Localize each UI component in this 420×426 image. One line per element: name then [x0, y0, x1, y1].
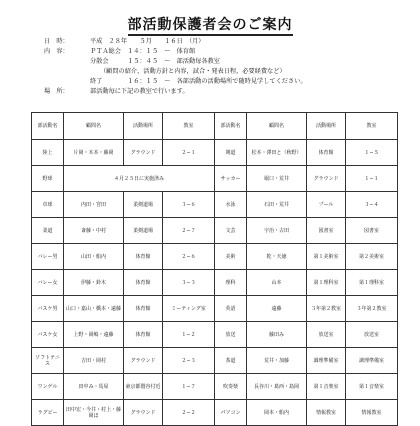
table-row — [32, 270, 398, 296]
date-value: 平成 ２８年 ５月 １６日 （月） — [90, 38, 205, 45]
advisor-name: 山口・嘉山・橋本・遠藤 — [64, 296, 124, 322]
activity-place: グラウンド — [124, 400, 163, 426]
table-row — [32, 348, 398, 374]
activity-place: ３年第２教室 — [307, 296, 346, 322]
classroom: ミーティング室 — [163, 296, 215, 322]
activity-place: グラウンド — [124, 348, 163, 374]
classroom: １−７ — [163, 374, 215, 400]
classroom: 第１理科室 — [346, 270, 398, 296]
bunkakai-line: 分散会 １５：４５ ～ 部活動毎各教室 — [90, 58, 220, 65]
classroom: １−１ — [346, 166, 398, 192]
classroom: ３−３ — [163, 270, 215, 296]
place-value: 部活動毎に下記の教室で行います。 — [90, 88, 189, 95]
activity-place: 第１理科室 — [307, 270, 346, 296]
place-label: 場 所： — [44, 88, 69, 95]
activity-place: 体育館 — [124, 296, 163, 322]
notice-cell: ４月２５日に実施済み — [64, 166, 215, 192]
club-name: 卓球 — [32, 192, 64, 218]
club-name: サッカー — [215, 166, 247, 192]
page-title: 部活動保護者会のご案内 — [0, 14, 420, 34]
advisor-name: 石田・荒井 — [247, 192, 307, 218]
classroom: ３−４ — [346, 192, 398, 218]
header-cell: 顧問名 — [64, 113, 124, 140]
club-name: 文芸 — [215, 218, 247, 244]
club-name: 茶道 — [215, 348, 247, 374]
header-cell: 顧問名 — [247, 113, 307, 140]
activity-place: 情報教室 — [307, 400, 346, 426]
club-name: バスケ女 — [32, 322, 64, 348]
club-name: 英語 — [215, 296, 247, 322]
advisor-name: 堀口・荒井 — [247, 166, 307, 192]
classroom: ３−６ — [163, 192, 215, 218]
activity-place: 柔剣道場 — [124, 192, 163, 218]
table-row — [32, 218, 398, 244]
classroom: 情報教室 — [346, 400, 398, 426]
activity-place: 体育館 — [124, 244, 163, 270]
advisor-name: 吉田・岡村 — [64, 348, 124, 374]
header-cell: 活動場所 — [307, 113, 346, 140]
activity-place: 柔剣道場 — [124, 218, 163, 244]
club-name: バスケ男 — [32, 296, 64, 322]
classroom: ３年第２教室 — [346, 296, 398, 322]
club-name: 理科 — [215, 270, 247, 296]
table-row — [32, 296, 398, 322]
classroom: 図書室 — [346, 218, 398, 244]
activity-place: 第１美術室 — [307, 244, 346, 270]
activity-place: 体育館 — [124, 270, 163, 296]
bunkakai-note: （顧問の紹介，活動方針と内容，試合・発表日程，必要経費など） — [100, 68, 286, 75]
advisor-name: 遠藤 — [247, 296, 307, 322]
advisor-name: 長谷川・葛西・島岡 — [247, 374, 307, 400]
club-name: 水泳 — [215, 192, 247, 218]
activity-place: 体育館 — [124, 322, 163, 348]
advisor-name: 斎藤・中村 — [64, 218, 124, 244]
activity-place: 東京都鷲谷付近 — [124, 374, 163, 400]
advisor-name: 松本・澤田と（秋野） — [247, 140, 307, 166]
date-label: 日 時： — [44, 38, 69, 45]
advisor-name: 山本 — [247, 270, 307, 296]
club-name: 美術 — [215, 244, 247, 270]
table-row — [32, 192, 398, 218]
club-name: 柔道 — [32, 218, 64, 244]
advisor-name: 岡本・船内 — [247, 400, 307, 426]
club-name: 剣道 — [215, 140, 247, 166]
club-name: 放送 — [215, 322, 247, 348]
activity-place: 放送室 — [307, 322, 346, 348]
advisor-name: 藤田み — [247, 322, 307, 348]
club-name: 野球 — [32, 166, 64, 192]
activity-place: グラウンド — [307, 166, 346, 192]
classroom: ２−６ — [163, 244, 215, 270]
advisor-name: 田中宏・今井・村上・藤岡ほ — [64, 400, 124, 426]
classroom: 調理準備室 — [346, 348, 398, 374]
table-row — [32, 140, 398, 166]
table-row — [32, 244, 398, 270]
club-name: バレー女 — [32, 270, 64, 296]
activity-place: プール — [307, 192, 346, 218]
pta-line: ＰＴＡ総会 １４：１５ ～ 体育館 — [90, 48, 196, 55]
classroom: １−２ — [163, 322, 215, 348]
club-name: パソコン — [215, 400, 247, 426]
advisor-name: 内田・宮田 — [64, 192, 124, 218]
activity-place: 体育館 — [307, 140, 346, 166]
advisor-name: 田中み・馬屋 — [64, 374, 124, 400]
advisor-name: 山田・船内 — [64, 244, 124, 270]
header-cell: 教室 — [163, 113, 215, 140]
classroom: 第１音楽室 — [346, 374, 398, 400]
classroom: ２−３ — [163, 348, 215, 374]
header-cell: 教室 — [346, 113, 398, 140]
advisor-name: 乾・天徳 — [247, 244, 307, 270]
table-row — [32, 322, 398, 348]
content-label: 内 容： — [44, 48, 69, 55]
club-name: ラグビー — [32, 400, 64, 426]
advisor-name: 片岡・木本・藤岡 — [64, 140, 124, 166]
club-name: ワンゲル — [32, 374, 64, 400]
classroom: ２−２ — [163, 400, 215, 426]
activity-place: 調理準備室 — [307, 348, 346, 374]
header-cell: 部活動名 — [32, 113, 64, 140]
club-name: 吹奏楽 — [215, 374, 247, 400]
end-line: 終了 １６：１５ ～ 各部活動の活動場所で随時見学してください。 — [90, 78, 307, 85]
advisor-name: 荒井・加藤 — [247, 348, 307, 374]
header-cell: 部活動名 — [215, 113, 247, 140]
table-row — [32, 166, 398, 192]
club-table — [31, 112, 398, 426]
club-name: バレー男 — [32, 244, 64, 270]
classroom: ２−１ — [163, 140, 215, 166]
club-name: 陸上 — [32, 140, 64, 166]
classroom: １−５ — [346, 140, 398, 166]
classroom: ２−７ — [163, 218, 215, 244]
table-row — [32, 400, 398, 426]
activity-place: グラウンド — [124, 140, 163, 166]
classroom: 第２美術室 — [346, 244, 398, 270]
table-header-row — [32, 113, 398, 140]
table-row — [32, 374, 398, 400]
classroom: 放送室 — [346, 322, 398, 348]
activity-place: 第１音楽室 — [307, 374, 346, 400]
advisor-name: 上野・岡嶋・遠藤 — [64, 322, 124, 348]
activity-place: 図書室 — [307, 218, 346, 244]
advisor-name: 伊藤・鈴木 — [64, 270, 124, 296]
club-name: ソフトテニス — [32, 348, 64, 374]
advisor-name: 宇治・古田 — [247, 218, 307, 244]
header-cell: 活動場所 — [124, 113, 163, 140]
